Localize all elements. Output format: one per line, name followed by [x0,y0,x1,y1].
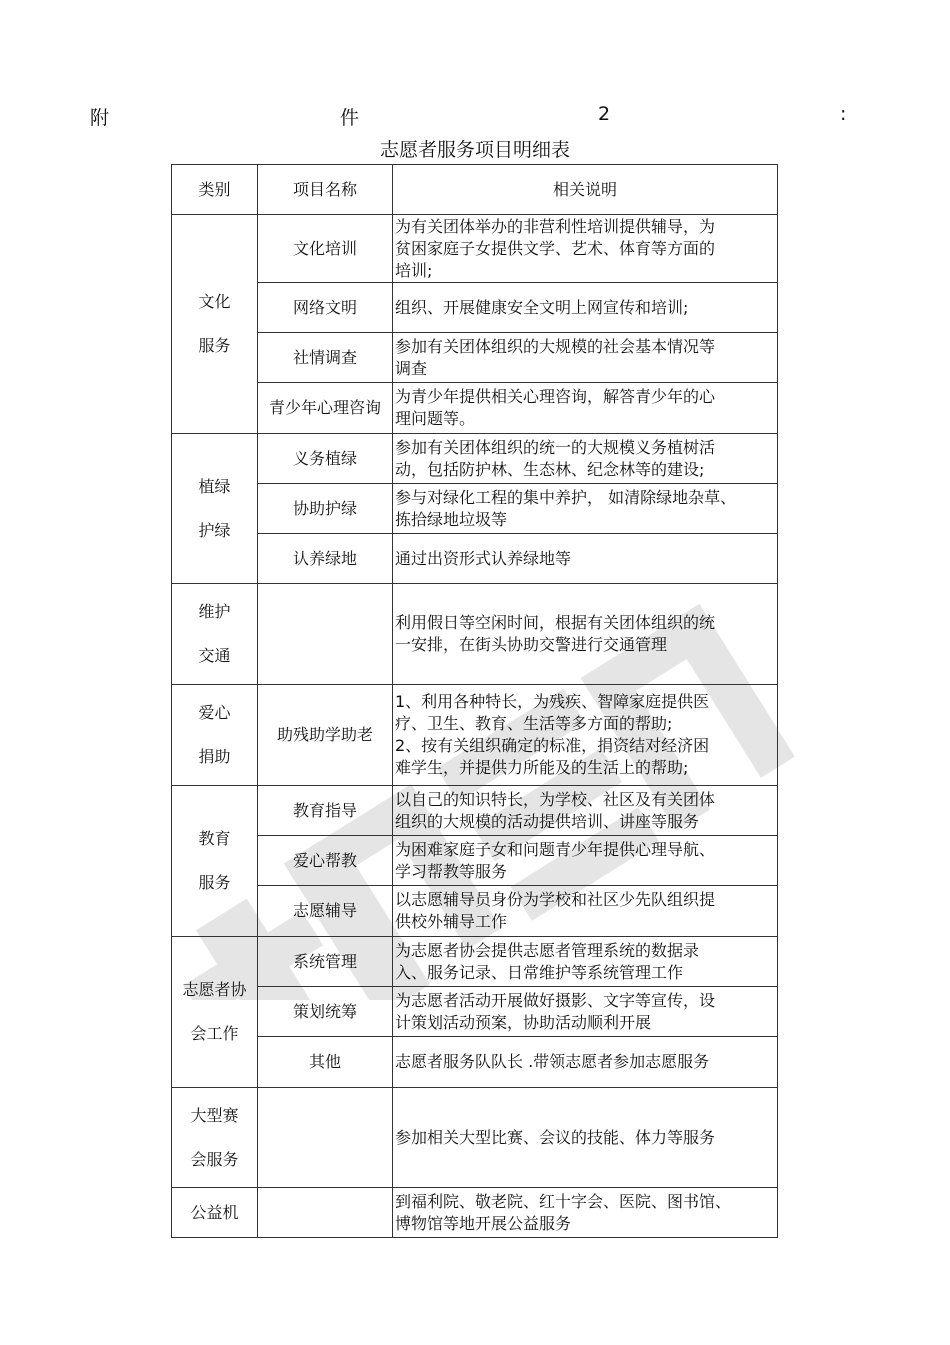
description-line: 1、利用各种特长，为残疾、智障家庭提供医 [395,692,710,711]
description-line: 难学生，并提供力所能及的生活上的帮助; [395,758,689,777]
category-label: 植绿 [198,476,231,496]
description-line: 供校外辅导工作 [395,912,508,931]
table-row [172,836,778,886]
category-cell [172,937,258,1088]
description-line: 组织、开展健康安全文明上网宣传和培训; [395,297,689,317]
category-cell [172,434,258,584]
category-label: 服务 [198,873,231,892]
table-row [172,584,778,685]
description-cell [393,215,778,283]
table-row [172,786,778,836]
heading-char-3: 2 [598,103,611,125]
description-line: 为有关团体举办的非营利性培训提供辅导，为 [395,216,716,236]
description-cell [393,584,778,685]
category-label: 交通 [198,646,231,665]
description-line: 为志愿者协会提供志愿者管理系统的数据录 [395,940,700,960]
description-line: 2、按有关组织确定的标准，捐资结对经济困 [395,736,710,755]
project-name-cell: 策划统筹 [258,987,393,1037]
heading-char-2: 件 [340,107,360,129]
table-row [172,383,778,434]
description-cell [393,484,778,534]
description-line: 疗、卫生、教育、生活等多方面的帮助; [395,714,673,733]
project-name-cell [258,584,393,685]
category-cell [172,1188,258,1238]
description-cell [393,1037,778,1088]
line-spacer [172,724,257,746]
line-spacer [172,623,257,645]
project-name-cell [258,1088,393,1188]
table-row [172,434,778,484]
category-label: 捐助 [198,747,231,766]
description-cell [393,283,778,333]
category-label: 会服务 [190,1149,239,1169]
category-label: 维护 [198,602,231,621]
description-line: 组织的大规模的活动提供培训、讲座等服务 [395,811,700,831]
project-name-cell: 协助护绿 [258,484,393,534]
category-cell [172,1088,258,1188]
category-cell [172,584,258,685]
description-line: 参与对绿化工程的集中养护， 如清除绿地杂草、 [395,487,737,507]
description-line: 参加相关大型比赛、会议的技能、体力等服务 [395,1127,716,1147]
description-line: 博物馆等地开展公益服务 [395,1213,572,1233]
description-cell [393,534,778,584]
table-row [172,283,778,333]
description-line: 到福利院、敬老院、红十字会、医院、图书馆、 [395,1191,732,1211]
table-row [172,1037,778,1088]
category-label: 会工作 [190,1024,239,1043]
category-cell [172,685,258,786]
description-line: 利用假日等空闲时间，根据有关团体组织的统 [395,613,716,632]
description-line: 志愿者服务队队长 .带领志愿者参加志愿服务 [395,1052,710,1071]
description-line: 参加有关团体组织的统一的大规模义务植树活 [395,437,716,457]
volunteer-project-table [171,164,778,1238]
attachment-heading [88,100,858,130]
project-name-cell: 青少年心理咨询 [258,383,393,434]
table-row [172,215,778,283]
header-description: 相关说明 [393,165,778,215]
category-cell [172,215,258,434]
description-line: 贫困家庭子女提供文学、艺术、体育等方面的 [395,238,716,258]
description-cell [393,333,778,383]
description-cell [393,987,778,1037]
line-spacer [172,498,257,520]
header-project-name: 项目名称 [258,165,393,215]
description-cell [393,434,778,484]
description-cell [393,836,778,886]
table-title: 志愿者服务项目明细表 [379,139,570,161]
table-header-row [172,165,778,215]
line-spacer [172,313,257,335]
description-line: 拣拾绿地垃圾等 [395,509,508,529]
project-name-cell: 助残助学助老 [258,685,393,786]
description-cell [393,1088,778,1188]
category-label: 爱心 [198,703,231,722]
category-label: 教育 [198,829,231,848]
project-name-cell: 教育指导 [258,786,393,836]
description-line: 动，包括防护林、生态林、纪念林等的建设; [395,459,705,479]
description-line: 以志愿辅导员身份为学校和社区少先队组织提 [395,890,716,909]
project-name-cell: 其他 [258,1037,393,1088]
table-row [172,484,778,534]
project-name-cell: 认养绿地 [258,534,393,584]
description-cell [393,1188,778,1238]
project-name-cell: 网络文明 [258,283,393,333]
description-line: 调查 [395,358,428,378]
project-name-cell: 义务植绿 [258,434,393,484]
heading-char-1: 附 [90,107,110,129]
description-line: 入、服务记录、日常维护等系统管理工作 [395,962,684,982]
table-row [172,886,778,937]
heading-char-4: : [840,103,847,125]
table-row [172,333,778,383]
table-row [172,1088,778,1188]
description-line: 一安排，在街头协助交警进行交通管理 [395,635,668,654]
description-line: 以自己的知识特长，为学校、社区及有关团体 [395,789,716,809]
category-label: 服务 [198,336,231,355]
description-cell [393,786,778,836]
description-line: 为志愿者活动开展做好摄影、文字等宣传，设 [395,990,716,1010]
category-label: 公益机 [190,1202,239,1222]
description-cell [393,383,778,434]
table-row [172,1188,778,1238]
description-line: 学习帮教等服务 [395,861,508,881]
category-cell [172,786,258,937]
description-line: 为困难家庭子女和问题青少年提供心理导航、 [395,839,716,859]
category-label: 文化 [198,292,231,311]
category-label: 志愿者协 [182,980,247,999]
project-name-cell: 志愿辅导 [258,886,393,937]
header-category: 类别 [172,165,258,215]
project-name-cell: 文化培训 [258,215,393,283]
category-label: 大型赛 [190,1105,239,1125]
description-cell [393,886,778,937]
description-cell [393,937,778,987]
description-line: 为青少年提供相关心理咨询，解答青少年的心 [395,387,716,406]
description-line: 计策划活动预案，协助活动顺利开展 [395,1012,652,1032]
table-row [172,534,778,584]
project-name-cell: 爱心帮教 [258,836,393,886]
description-line: 理问题等。 [395,409,476,428]
line-spacer [172,850,257,872]
description-cell [393,685,778,786]
table-row [172,937,778,987]
table-row [172,987,778,1037]
project-name-cell [258,1188,393,1238]
description-line: 通过出资形式认养绿地等 [395,548,572,568]
project-name-cell: 社情调查 [258,333,393,383]
description-line: 参加有关团体组织的大规模的社会基本情况等 [395,336,716,356]
line-spacer [172,1001,257,1023]
project-name-cell: 系统管理 [258,937,393,987]
category-label: 护绿 [198,520,231,540]
description-line: 培训; [395,260,433,280]
line-spacer [172,1127,257,1149]
table-row [172,685,778,786]
